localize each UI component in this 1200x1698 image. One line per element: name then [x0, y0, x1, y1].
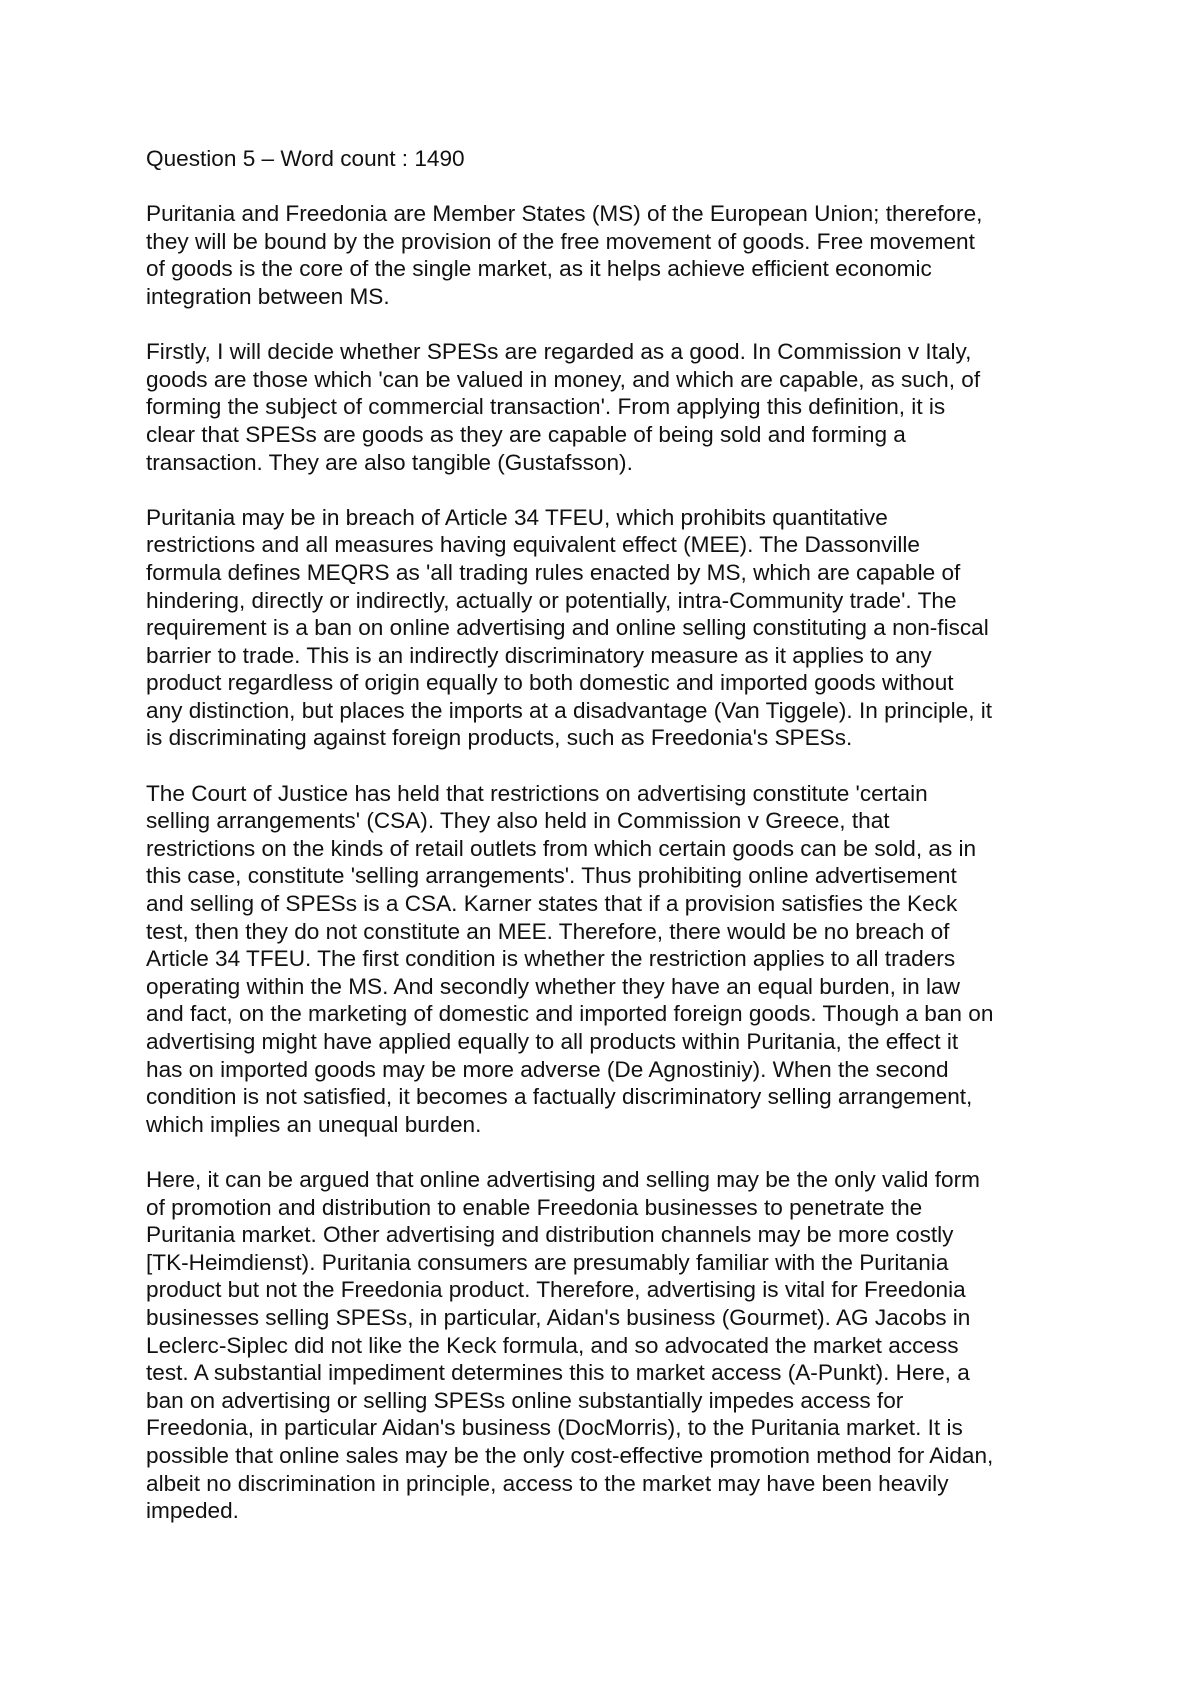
paragraph-line: selling arrangements' (CSA). They also held in Commission v Greece, that — [146, 808, 890, 834]
paragraph-line: restrictions on the kinds of retail outlets from which certain goods can be sold, as in — [146, 835, 977, 861]
paragraph-line: ban on advertising or selling SPESs online substantially impedes access for — [146, 1387, 904, 1413]
paragraph-line: [TK-Heimdienst). Puritania consumers are presumably familiar with the Puritania — [146, 1249, 949, 1275]
paragraph-line: product regardless of origin equally to both domestic and imported goods without — [146, 670, 954, 696]
paragraph-line: forming the subject of commercial transaction'. From applying this definition, it is — [146, 394, 946, 420]
paragraph-line: Article 34 TFEU. The first condition is whether the restriction applies to all traders — [146, 946, 956, 972]
paragraph-line: this case, constitute 'selling arrangements'. Thus prohibiting online advertisement — [146, 863, 957, 889]
paragraph-line: which implies an unequal burden. — [146, 1111, 482, 1137]
paragraph-line: requirement is a ban on online advertising and online selling constituting a non-fiscal — [146, 615, 989, 641]
paragraph-line: integration between MS. — [146, 283, 390, 309]
paragraph-line: of goods is the core of the single market, as it helps achieve efficient economic — [146, 256, 932, 282]
paragraph-line: Puritania and Freedonia are Member States (MS) of the European Union; therefore, — [146, 201, 983, 227]
paragraph-line: and fact, on the marketing of domestic and imported foreign goods. Though a ban on — [146, 1001, 994, 1027]
paragraph-line: Firstly, I will decide whether SPESs are regarded as a good. In Commission v Italy, — [146, 339, 972, 365]
paragraph-line: formula defines MEQRS as 'all trading rules enacted by MS, which are capable of — [146, 559, 961, 585]
paragraph-line: Freedonia, in particular Aidan's business (DocMorris), to the Puritania market. It is — [146, 1415, 963, 1441]
paragraph-line: restrictions and all measures having equivalent effect (MEE). The Dassonville — [146, 532, 921, 558]
paragraph — [146, 338, 1086, 476]
paragraph-line: impeded. — [146, 1498, 239, 1524]
paragraph-line: has on imported goods may be more adverse (De Agnostiniy). When the second — [146, 1056, 949, 1082]
paragraph-line: The Court of Justice has held that restrictions on advertising constitute 'certain — [146, 780, 928, 806]
document-heading: Question 5 – Word count : 1490 — [146, 146, 465, 171]
paragraph-line: and selling of SPESs is a CSA. Karner states that if a provision satisfies the Keck — [146, 891, 958, 917]
paragraph-line: goods are those which 'can be valued in money, and which are capable, as such, of — [146, 366, 981, 392]
paragraph-line: hindering, directly or indirectly, actually or potentially, intra-Community trade'. The — [146, 587, 957, 613]
paragraph — [146, 780, 1086, 1139]
document-body — [146, 145, 1086, 1552]
paragraph — [146, 1166, 1086, 1525]
paragraph-line: transaction. They are also tangible (Gustafsson). — [146, 449, 633, 475]
paragraph-line: they will be bound by the provision of the free movement of goods. Free movement — [146, 228, 975, 254]
paragraph — [146, 504, 1086, 752]
paragraph — [146, 200, 1086, 310]
paragraph-line: of promotion and distribution to enable Freedonia businesses to penetrate the — [146, 1194, 923, 1220]
paragraph-line: barrier to trade. This is an indirectly discriminatory measure as it applies to any — [146, 642, 932, 668]
paragraph-line: advertising might have applied equally to all products within Puritania, the effect it — [146, 1029, 959, 1054]
paragraph-line: test, then they do not constitute an MEE. Therefore, there would be no breach of — [146, 918, 950, 944]
paragraph-line: Leclerc-Siplec did not like the Keck formula, and so advocated the market access — [146, 1332, 959, 1358]
paragraph-line: Puritania market. Other advertising and distribution channels may be more costly — [146, 1222, 954, 1248]
paragraph-line: Here, it can be argued that online advertising and selling may be the only valid form — [146, 1166, 980, 1192]
paragraph-line: test. A substantial impediment determines this to market access (A-Punkt). Here, a — [146, 1360, 970, 1386]
paragraph-line: clear that SPESs are goods as they are capable of being sold and forming a — [146, 421, 906, 447]
paragraph-line: operating within the MS. And secondly whether they have an equal burden, in law — [146, 973, 960, 999]
paragraph-line: condition is not satisfied, it becomes a factually discriminatory selling arrangement, — [146, 1084, 973, 1110]
paragraph-line: product but not the Freedonia product. Therefore, advertising is vital for Freedonia — [146, 1277, 966, 1303]
paragraph-line: albeit no discrimination in principle, access to the market may have been heavily — [146, 1470, 949, 1496]
paragraph-line: is discriminating against foreign products, such as Freedonia's SPESs. — [146, 725, 853, 751]
paragraph-list — [146, 200, 1086, 1525]
paragraph-line: possible that online sales may be the only cost-effective promotion method for Aidan, — [146, 1442, 994, 1468]
paragraph-line: Puritania may be in breach of Article 34 TFEU, which prohibits quantitative — [146, 504, 888, 530]
paragraph-line: any distinction, but places the imports at a disadvantage (Van Tiggele). In principle, it — [146, 697, 993, 723]
paragraph-line: businesses selling SPESs, in particular, Aidan's business (Gourmet). AG Jacobs in — [146, 1304, 971, 1330]
